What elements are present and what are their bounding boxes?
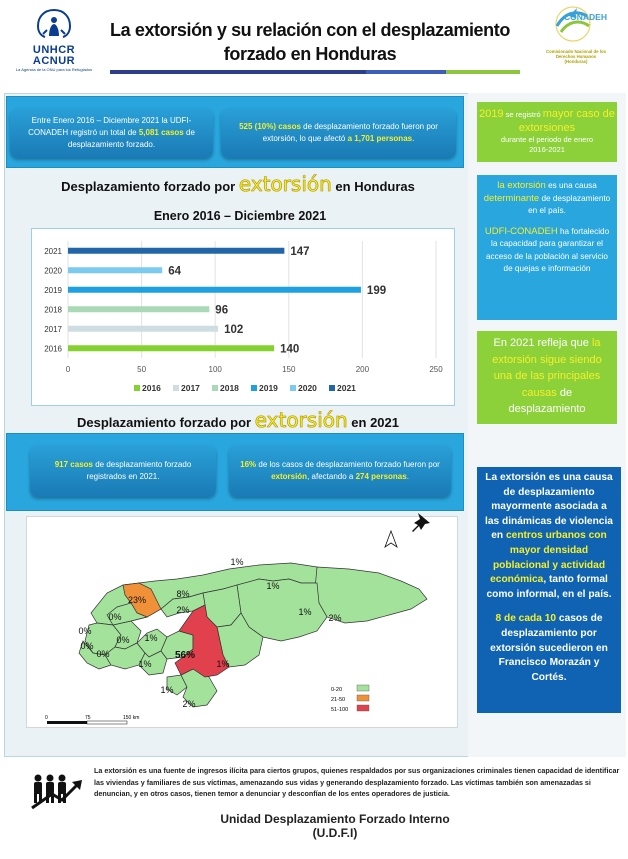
sidebar-ratio-text: casos de desplazamiento por extorsión sucedieron en Francisco Morazán y Cortés.	[490, 613, 608, 683]
legend-label: 2020	[298, 383, 317, 393]
sidebar-urban-end: , tanto formal como informal, en el país.	[486, 574, 612, 600]
sidebar-2019-highlight: mayor caso de extorsiones	[518, 108, 615, 134]
x-tick-label: 200	[355, 365, 370, 374]
y-tick-label: 2019	[44, 285, 62, 295]
bar-value-label: 96	[215, 304, 229, 317]
people-growth-icon	[30, 772, 86, 810]
map-percent-label: 0%	[96, 649, 110, 659]
sidebar-urban-text: La extorsión es una causa de desplazamiento mayormente asociada a las dinámicas de violencia en	[485, 472, 613, 542]
map-percent-label: 23%	[127, 595, 147, 605]
summary-2021-cases: 917 casos	[54, 460, 93, 469]
summary-box-2021	[30, 445, 216, 497]
header-rule-segment	[238, 70, 366, 74]
summary-box-2021-extortion	[229, 445, 451, 497]
map-percent-label: 1%	[230, 557, 244, 567]
sidebar-urban-highlight: centros urbanos con mayor densidad poblacional y actividad económica	[490, 530, 607, 586]
chart-subtitle: Enero 2016 – Diciembre 2021	[153, 209, 327, 223]
bar-value-label: 64	[168, 265, 182, 278]
map-percent-label: 1%	[160, 685, 174, 695]
legend-swatch	[251, 385, 257, 391]
conadeh-sub2: Derechos Humanos	[555, 54, 597, 59]
conadeh-logo	[526, 2, 626, 72]
honduras-map	[26, 516, 458, 728]
map-percent-label: 2%	[328, 613, 342, 623]
legend-swatch	[290, 385, 296, 391]
map-legend-label: 21-50	[331, 697, 346, 703]
legend-swatch	[329, 385, 335, 391]
map-percent-label: 1%	[298, 607, 312, 617]
map-legend	[331, 685, 369, 713]
summary-extortion-end: .	[412, 134, 415, 143]
map-legend-label: 51-100	[331, 707, 349, 713]
map-percent-label: 1%	[266, 581, 280, 591]
page-title	[100, 18, 520, 66]
legend-swatch	[173, 385, 179, 391]
map-percent-label: 0%	[78, 626, 92, 636]
header-rule-segment	[366, 70, 446, 74]
sidebar-determinante-end: de desplazamiento en el país.	[528, 193, 611, 215]
bar-chart	[32, 229, 456, 407]
summary-2021-extortion-text: de los casos de desplazamiento forzado fueron por	[256, 460, 440, 469]
header-rule-segment	[446, 70, 520, 74]
summary-box-total	[10, 108, 213, 158]
unhcr-name: UNHCR	[32, 44, 76, 56]
section1-title-post: en Honduras	[331, 179, 415, 194]
legend-label: 2021	[337, 383, 356, 393]
x-tick-label: 150	[282, 365, 296, 374]
sidebar-2021-end: de desplazamiento	[508, 386, 586, 415]
scale-label: 75	[85, 715, 91, 721]
legend-label: 2016	[142, 383, 161, 393]
conadeh-name: CONADEH	[564, 12, 607, 22]
sidebar-box-determinante	[477, 175, 617, 320]
sidebar-2021-text: En 2021 refleja que	[493, 337, 592, 349]
sidebar-box-2019	[477, 102, 617, 162]
sidebar-determinante-text: es una causa	[545, 181, 597, 190]
sidebar-ratio: 8 de cada 10	[495, 613, 557, 625]
sidebar-2019-text: se registró	[503, 110, 543, 119]
map-percent-label: 2%	[182, 699, 196, 709]
map-percent-label: 2%	[176, 605, 190, 615]
sidebar-box-urban	[477, 467, 621, 713]
bar-chart-panel	[31, 228, 455, 406]
y-tick-label: 2016	[44, 344, 62, 354]
section1-title	[20, 172, 456, 196]
summary-extortion-text: de desplazamiento forzado fueron por extorsión, lo que afectó	[262, 122, 438, 143]
summary-total-text-end: de desplazamiento forzado.	[67, 128, 195, 149]
north-arrow-icon	[385, 531, 397, 547]
sidebar-determinante-word: determinante	[483, 192, 540, 204]
bar-value-label: 147	[290, 245, 310, 258]
sidebar-udfi-text: ha fortalecido la capacidad para garantizar el acceso de la población al servicio de quejas e información	[486, 226, 610, 273]
section2-title-post: en 2021	[347, 415, 399, 430]
acnur-name: ACNUR	[32, 55, 76, 67]
legend-label: 2017	[181, 383, 200, 393]
summary-2021-extortion-word: extorsión	[271, 472, 308, 481]
summary-2021-percent: 16%	[240, 460, 257, 469]
summary-extortion-cases: 525 (10%) casos	[239, 122, 301, 131]
summary-extortion-people: a 1,701 personas	[347, 134, 413, 143]
footer-unit-name: Unidad Desplazamiento Forzado Interno	[220, 812, 450, 826]
section2-title	[20, 408, 456, 432]
summary-2021-end: .	[406, 472, 409, 481]
header-rule-segment	[110, 70, 238, 74]
summary-total-text: Entre Enero 2016 – Diciembre 2021 la UDFI-CONADEH registró un total de	[28, 116, 192, 137]
x-tick-label: 0	[65, 365, 71, 374]
bar-value-label: 140	[280, 343, 300, 356]
conadeh-sub1: Comisionado Nacional de los	[546, 49, 606, 54]
map-percent-label: 1%	[216, 659, 230, 669]
x-tick-label: 100	[208, 365, 222, 374]
map-percent-label: 1%	[144, 633, 158, 643]
summary-2021-people: 274 personas	[355, 472, 407, 481]
section2-title-pre: Desplazamiento forzado por	[76, 415, 255, 430]
x-tick-label: 50	[137, 365, 147, 374]
scale-label: 0	[45, 715, 48, 721]
page-title-line1: La extorsión y su relación con el desplazamiento	[110, 20, 510, 40]
legend-label: 2018	[220, 383, 239, 393]
section1-title-pre: Desplazamiento forzado por	[61, 179, 239, 194]
chart-bar	[68, 306, 209, 312]
footer-description: La extorsión es una fuente de ingresos ilícita para ciertos grupos, quienes respaldados por sus organizaciones criminales tienen capacidad de identificar las viviendas y familiares de sus víctimas, amenazando sus vidas y generando desplazamiento forzado. Las víctimas también son amenazadas si denuncian, y en otros casos, tienen temor a denunciar y desconfían de los entes operadores de justicia.	[94, 766, 620, 798]
legend-swatch	[134, 385, 140, 391]
sidebar-2019-year: 2019	[479, 108, 504, 120]
sidebar-2021-highlight: la extorsión sigue siendo una de las principales causas	[492, 337, 602, 399]
sidebar-udfi-name: UDFI-CONADEH	[484, 225, 558, 237]
chart-bar	[68, 248, 284, 254]
y-tick-label: 2021	[44, 246, 62, 256]
unhcr-logo	[8, 6, 100, 72]
pushpin-icon	[410, 510, 436, 536]
sidebar-box-2021	[477, 331, 617, 424]
chart-bar	[68, 326, 218, 332]
conadeh-emblem-icon	[547, 2, 605, 44]
section2-title-word: extorsión	[254, 408, 348, 432]
summary-2021-text: de desplazamiento forzado registrados en 2021.	[86, 460, 192, 481]
section1-title-word: extorsión	[238, 172, 332, 196]
chart-bar	[68, 287, 361, 293]
sidebar-2019-period: durante el periodo de enero 2016-2021	[500, 135, 594, 154]
footer-unit-abbr: (U.D.F.I)	[312, 826, 358, 840]
chart-bar	[68, 267, 162, 273]
x-tick-label: 250	[429, 365, 443, 374]
map-percent-label: 0%	[108, 612, 122, 622]
map-percent-label: 0%	[80, 641, 94, 651]
y-tick-label: 2020	[44, 266, 62, 276]
page-title-line2: forzado en Honduras	[223, 44, 397, 64]
scale-label: 150 km	[123, 715, 140, 721]
bar-value-label: 102	[224, 323, 244, 336]
legend-swatch	[212, 385, 218, 391]
map-scale-bar	[45, 715, 139, 724]
chart-bar	[68, 345, 274, 351]
y-tick-label: 2018	[44, 305, 62, 315]
y-tick-label: 2017	[44, 324, 62, 334]
map-percent-label: 1%	[138, 659, 152, 669]
unhcr-emblem-icon	[29, 6, 79, 40]
bar-value-label: 199	[366, 284, 387, 297]
map-legend-label: 0-20	[331, 687, 343, 693]
map-percent-label: 56%	[174, 650, 196, 661]
conadeh-sub3: (Honduras)	[564, 59, 588, 64]
summary-total-highlight: 5,081 casos	[138, 128, 184, 137]
map-percent-label: 0%	[116, 635, 130, 645]
footer-unit	[150, 812, 520, 840]
sidebar-extortion-word: la extorsión	[497, 180, 546, 191]
legend-label: 2019	[259, 383, 278, 393]
map-svg	[27, 517, 459, 729]
unhcr-tagline: La Agencia de la ONU para los Refugiados	[15, 67, 93, 72]
summary-box-extortion	[221, 108, 456, 158]
map-percent-label: 8%	[176, 589, 190, 599]
summary-2021-extortion-text2: , afectando a	[307, 472, 356, 481]
